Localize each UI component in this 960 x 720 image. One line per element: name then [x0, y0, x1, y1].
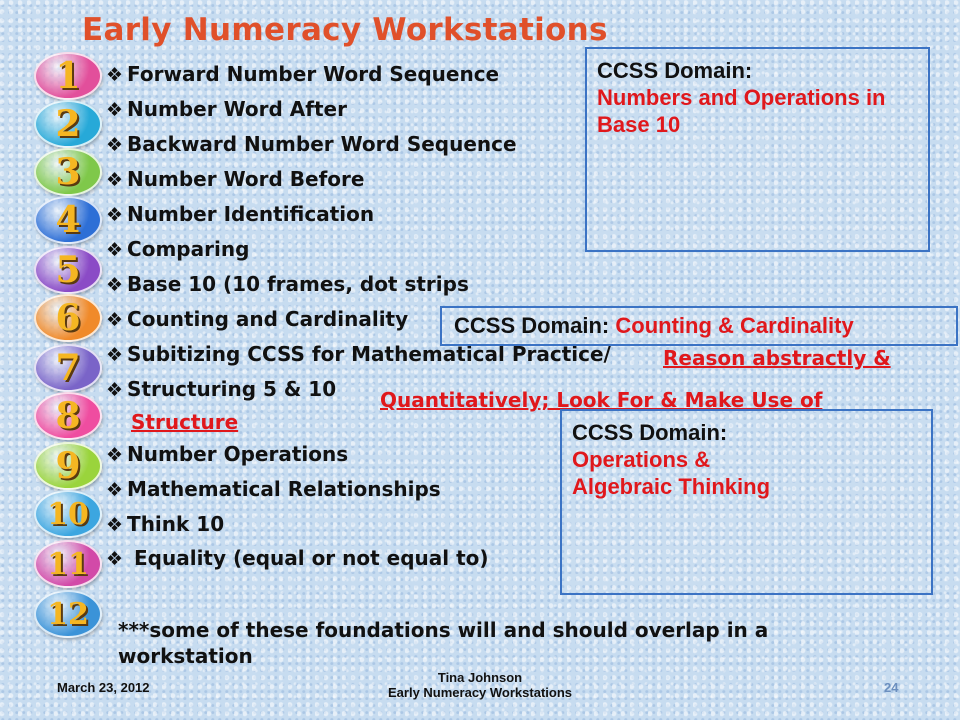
- page-title: Early Numeracy Workstations: [82, 12, 608, 48]
- bullet-text: Counting and Cardinality: [127, 307, 409, 331]
- diamond-bullet-icon: ❖: [106, 169, 124, 191]
- domain-box-operations: [560, 409, 933, 595]
- bullet-item: [106, 307, 408, 331]
- bullet-item: [106, 442, 348, 466]
- bullet-text: Subitizing CCSS for Mathematical Practice/: [127, 342, 611, 366]
- bullet-text: Base 10 (10 frames, dot strips: [127, 272, 469, 296]
- diamond-bullet-icon: ❖: [106, 309, 124, 331]
- bullet-item: [106, 272, 469, 296]
- bullet-item: [106, 237, 249, 261]
- number-ball-2: 2: [34, 100, 102, 148]
- number-ball-11: 11: [34, 540, 102, 588]
- bullet-item: [106, 62, 499, 86]
- diamond-bullet-icon: ❖: [106, 514, 124, 536]
- bullet-item: [106, 97, 347, 121]
- domain-box-counting: [440, 306, 958, 346]
- bullet-item: [106, 377, 336, 401]
- practice-structure-text: Structure: [131, 410, 239, 434]
- diamond-bullet-icon: ❖: [106, 479, 124, 501]
- domain-label: CCSS Domain:: [572, 420, 728, 445]
- bullet-item: [106, 477, 441, 501]
- bullet-item: [106, 512, 224, 536]
- domain-label: CCSS Domain:: [454, 313, 610, 338]
- diamond-bullet-icon: ❖: [106, 379, 124, 401]
- practice-quantitative-text: Quantitatively; Look For & Make Use of: [380, 388, 823, 412]
- slide-number: 24: [884, 680, 899, 695]
- number-ball-8: 8: [34, 392, 102, 440]
- diamond-bullet-icon: ❖: [106, 239, 124, 261]
- number-ball-4: 4: [34, 196, 102, 244]
- bullet-text: Structuring 5 & 10: [127, 377, 337, 401]
- diamond-bullet-icon: ❖: [106, 344, 124, 366]
- domain-value: Operations & Algebraic Thinking: [572, 447, 771, 499]
- bullet-text: Number Identification: [127, 202, 375, 226]
- bullet-text: Number Operations: [127, 442, 349, 466]
- overlap-note: ***some of these foundations will and should overlap in a workstation: [118, 618, 769, 668]
- number-ball-10: 10: [34, 490, 102, 538]
- domain-label: CCSS Domain:: [597, 58, 753, 83]
- diamond-bullet-icon: ❖: [106, 548, 124, 570]
- number-ball-12: 12: [34, 590, 102, 638]
- number-ball-1: 1: [34, 52, 102, 100]
- number-ball-6: 6: [34, 294, 102, 342]
- practice-reason-text: Reason abstractly &: [663, 346, 891, 370]
- diamond-bullet-icon: ❖: [106, 64, 124, 86]
- number-ball-3: 3: [34, 148, 102, 196]
- footer-center: [360, 670, 600, 700]
- diamond-bullet-icon: ❖: [106, 444, 124, 466]
- diamond-bullet-icon: ❖: [106, 99, 124, 121]
- bullet-text: Number Word Before: [127, 167, 365, 191]
- bullet-text: Comparing: [127, 237, 250, 261]
- number-ball-7: 7: [34, 344, 102, 392]
- number-ball-9: 9: [34, 442, 102, 490]
- diamond-bullet-icon: ❖: [106, 134, 124, 156]
- bullet-text: Mathematical Relationships: [127, 477, 441, 501]
- diamond-bullet-icon: ❖: [106, 204, 124, 226]
- diamond-bullet-icon: ❖: [106, 274, 124, 296]
- domain-value: Counting & Cardinality: [615, 313, 854, 338]
- bullet-text: Number Word After: [127, 97, 347, 121]
- bullet-text: Backward Number Word Sequence: [127, 132, 517, 156]
- footer-author: Tina Johnson: [437, 670, 523, 685]
- footer-date: March 23, 2012: [57, 680, 150, 695]
- bullet-item: [106, 132, 517, 156]
- domain-value: Numbers and Operations in Base 10: [597, 85, 886, 137]
- bullet-text: Equality (equal or not equal to): [127, 546, 489, 570]
- bullet-item: [106, 546, 489, 570]
- bullet-text: Think 10: [127, 512, 225, 536]
- bullet-item: [106, 167, 364, 191]
- bullet-text: Forward Number Word Sequence: [127, 62, 500, 86]
- domain-box-base10: [585, 47, 930, 252]
- bullet-item: [106, 202, 374, 226]
- footer-subtitle: Early Numeracy Workstations: [388, 685, 572, 700]
- number-ball-5: 5: [34, 246, 102, 294]
